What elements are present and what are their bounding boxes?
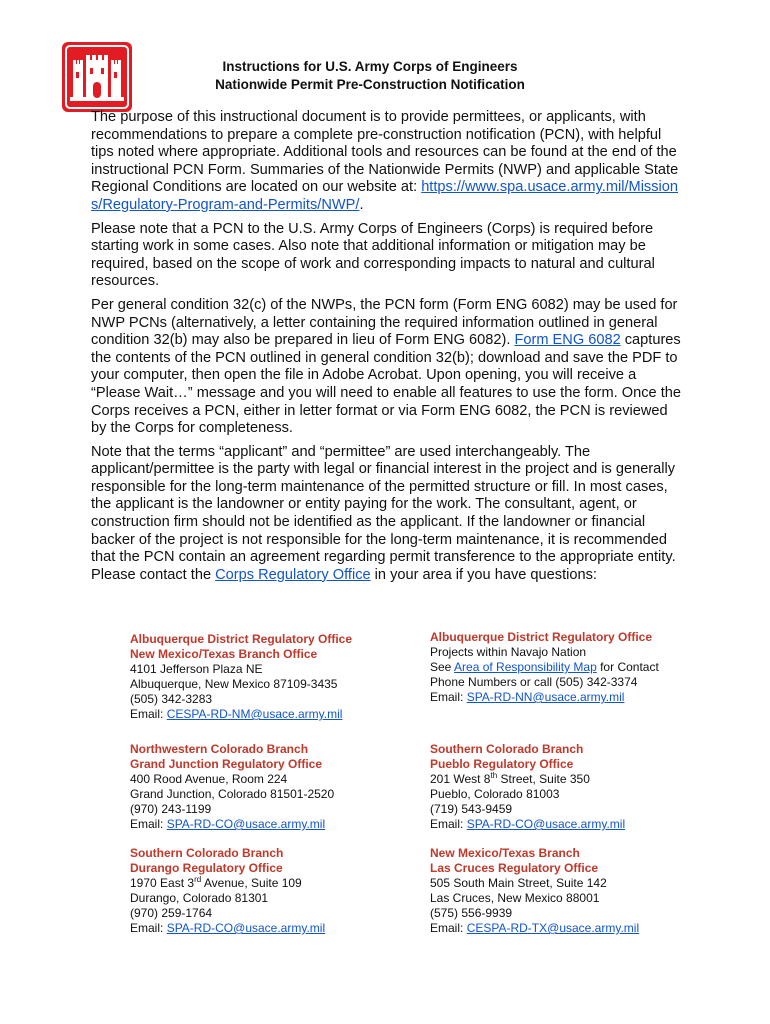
title-line-2: Nationwide Permit Pre-Construction Notification <box>215 77 525 92</box>
area-of-responsibility-map-link[interactable]: Area of Responsibility Map <box>454 660 597 674</box>
email-link[interactable]: SPA-RD-CO@usace.army.mil <box>166 921 326 935</box>
email-link[interactable]: SPA-RD-CO@usace.army.mil <box>166 817 326 831</box>
email-link[interactable]: SPA-RD-CO@usace.army.mil <box>466 817 626 831</box>
office-navajo: Albuquerque District Regulatory Office Projects within Navajo Nation See Area of Responsibility Map for Contact Phone Numbers or call (505) 342-3374 Email: SPA-RD-NN@usace.army.mil <box>430 630 659 704</box>
paragraph-pcn-required: Please note that a PCN to the U.S. Army Corps of Engineers (Corps) is required before starting work in some cases. Also note that additional information or mitigation may be required, based on the scope of work and corresponding impacts to natural and cultural resources. <box>91 220 655 290</box>
corps-regulatory-office-link[interactable]: Corps Regulatory Office <box>215 566 371 583</box>
office-albuquerque: Albuquerque District Regulatory Office New Mexico/Texas Branch Office 4101 Jefferson Plaza NE Albuquerque, New Mexico 87109-3435 (505) 342-3283 Email: CESPA-RD-NM@usace.army.mil <box>130 632 353 721</box>
nwp-website-link[interactable]: https://www.spa.usace.army.mil/Missions/Regulatory-Program-and-Permits/NWP/ <box>91 179 679 213</box>
email-link[interactable]: CESPA-RD-TX@usace.army.mil <box>466 921 640 935</box>
email-link[interactable]: CESPA-RD-NM@usace.army.mil <box>166 707 343 721</box>
office-pueblo: Southern Colorado Branch Pueblo Regulatory Office 201 West 8th Street, Suite 350 Pueblo, Colorado 81003 (719) 543-9459 Email: SPA-RD-CO@usace.army.mil <box>430 742 626 831</box>
office-las-cruces: New Mexico/Texas Branch Las Cruces Regulatory Office 505 South Main Street, Suite 142 Las Cruces, New Mexico 88001 (575) 556-9939 Email: CESPA-RD-TX@usace.army.mil <box>430 846 640 935</box>
document-title <box>150 58 590 94</box>
form-eng-6082-link[interactable]: Form ENG 6082 <box>514 332 621 349</box>
usace-castle-icon <box>62 42 132 112</box>
paragraph-general-condition: Per general condition 32(c) of the NWPs, the PCN form (Form ENG 6082) may be used for NWP PCNs (alternatively, a letter containing the required information outlined in general condition 32(b) may also be prepared in lieu of Form ENG 6082). Form ENG 6082 captures the contents of the PCN outlined in general condition 32(b); download and save the PDF to your computer, then open the file in Adobe Acrobat. Upon opening, you will receive a “Please Wait…” message and you will need to enable all features to use the form. Once the Corps receives a PCN, either in letter format or via Form ENG 6082, the PCN is reviewed by the Corps for completeness. <box>91 296 682 437</box>
paragraph-purpose: The purpose of this instructional document is to provide permittees, or applicants, with recommendations to prepare a complete pre-construction notification (PCN), with helpful tips noted where appropriate. Additional tools and resources can be found at the end of the instructional PCN Form. Summaries of the Nationwide Permits (NWP) and applicable State Regional Conditions are located on our website at: https://www.spa.usace.army.mil/Missions/Regulatory-Program-and-Permits/NWP/. <box>91 109 679 213</box>
document-body <box>91 109 681 590</box>
paragraph-terms: Note that the terms “applicant” and “permittee” are used interchangeably. The applicant/permittee is the party with legal or financial interest in the project and is generally responsible for the long-term maintenance of the permitted structure or fill. In most cases, the applicant is the landowner or entity paying for the work. The consultant, agent, or construction firm should not be identified as the applicant. If the landowner or financial backer of the project is not responsible for the long-term maintenance, it is recommended that the PCN contain an agreement regarding permit transference to the appropriate entity. Please contact the Corps Regulatory Office in your area if you have questions: <box>91 443 676 583</box>
office-grand-junction: Northwestern Colorado Branch Grand Junction Regulatory Office 400 Rood Avenue, Room 224 Grand Junction, Colorado 81501-2520 (970) 243-1199 Email: SPA-RD-CO@usace.army.mil <box>130 742 335 831</box>
office-durango: Southern Colorado Branch Durango Regulatory Office 1970 East 3rd Avenue, Suite 109 Durango, Colorado 81301 (970) 259-1764 Email: SPA-RD-CO@usace.army.mil <box>130 846 326 935</box>
email-link[interactable]: SPA-RD-NN@usace.army.mil <box>466 690 625 704</box>
title-line-1: Instructions for U.S. Army Corps of Engineers <box>222 59 518 74</box>
